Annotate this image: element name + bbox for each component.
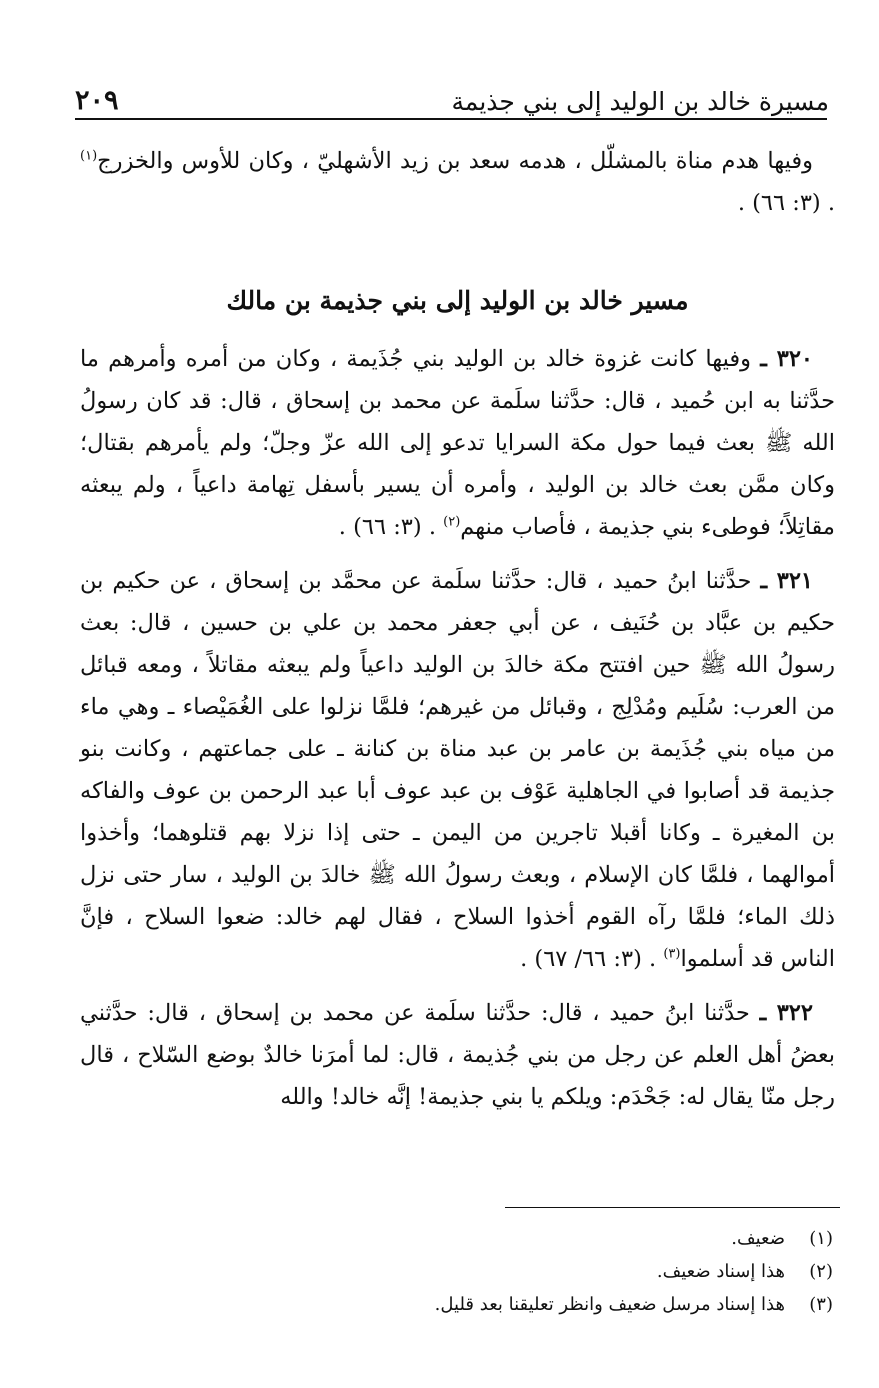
paragraph-text: وفيها كانت غزوة خالد بن الوليد بني جُذَيمة ، وكان من أمره وأمرهم ما حدَّثنا به ابن حُميد ، قال: حدَّثنا سلَمة عن محمد بن إسحاق ، قال: قد كان رسولُ الله ﷺ بعث فيما حول مكة السرايا تدعو إلى الله عزّ وجلّ؛ ولم يأمرهم بقتال؛ وكان ممَّن بعث خالد بن الوليد ، وأمره أن يسير بأسفل تِهامة داعياً ، ولم يبعثه مقاتِلاً؛ فوطىء بني جذيمة ، فأصاب منهم bbox=[80, 346, 835, 540]
footnote-2 bbox=[80, 1255, 833, 1288]
paragraph-citation: . (٣: ٦٦) . bbox=[338, 514, 444, 540]
running-head bbox=[75, 62, 829, 114]
footnote-ref-3[interactable]: (٣) bbox=[663, 946, 681, 962]
footnote-3 bbox=[80, 1288, 833, 1321]
paragraph-number: ٣٢٢ ـ bbox=[759, 1000, 813, 1026]
footnote-text: هذا إسناد ضعيف. bbox=[656, 1261, 785, 1282]
intro-citation: . (٣: ٦٦) . bbox=[737, 190, 835, 216]
footnote-text: ضعيف. bbox=[731, 1228, 785, 1249]
header-rule bbox=[75, 118, 827, 120]
paragraph-number: ٣٢٠ ـ bbox=[760, 346, 813, 372]
footnote-ref-1[interactable]: (١) bbox=[80, 148, 98, 164]
footnote-number: (٢) bbox=[809, 1261, 833, 1282]
intro-text: وفيها هدم مناة بالمشلّل ، هدمه سعد بن زيد الأشهليّ ، وكان للأوس والخزرج bbox=[97, 148, 813, 174]
main-text bbox=[80, 140, 835, 1118]
footnote-text: هذا إسناد مرسل ضعيف وانظر تعليقنا بعد قليل. bbox=[434, 1294, 785, 1315]
paragraph-text: حدَّثنا ابنُ حميد ، قال: حدَّثنا سلَمة عن محمَّد بن إسحاق ، عن حكيم بن حكيم بن عبَّاد بن حُنَيف ، عن أبي جعفر محمد بن علي بن حسين ، قال: بعث رسولُ الله ﷺ حين افتتح مكة خالدَ بن الوليد داعياً ولم يبعثه مقاتلاً ، ومعه قبائل من العرب: سُلَيم ومُدْلِج ، وقبائل من غيرهم؛ فلمَّا نزلوا على الغُمَيْصاء ـ وهي ماء من مياه بني جُذَيمة بن عامر بن عبد مناة بن كنانة ـ على جماعتهم ، وكانت بنو جذيمة قد أصابوا في الجاهلية عَوْف بن عبد عوف أبا عبد الرحمن بن عوف والفاكه بن المغيرة ـ وكانا أقبلا تاجرين من اليمن ـ حتى إذا نزلا بهم قتلوهما؛ وأخذوا أموالهما ، فلمَّا كان الإسلام ، وبعث رسولُ الله ﷺ خالدَ بن الوليد ، سار حتى نزل ذلك الماء؛ فلمَّا رآه القوم أخذوا السلاح ، فقال لهم خالد: ضعوا السلاح ، فإنَّ الناس قد أسلموا bbox=[80, 568, 835, 972]
page-number: ٢٠٩ bbox=[75, 85, 119, 116]
footnotes bbox=[80, 1222, 833, 1321]
footnote-1 bbox=[80, 1222, 833, 1255]
paragraph-number: ٣٢١ ـ bbox=[760, 568, 813, 594]
footnote-number: (٣) bbox=[809, 1294, 833, 1315]
footnote-ref-2[interactable]: (٢) bbox=[443, 514, 461, 530]
section-heading: مسير خالد بن الوليد إلى بني جذيمة بن مالك bbox=[226, 286, 689, 315]
paragraph-text: حدَّثنا ابنُ حميد ، قال: حدَّثنا سلَمة عن محمد بن إسحاق ، قال: حدَّثني بعضُ أهل العلم عن رجل من بني جُذيمة ، قال: لما أمرَنا خالدٌ بوضع السّلاح ، قال رجل منّا يقال له: جَحْدَم: ويلكم يا بني جذيمة! إنَّه خالد! والله bbox=[80, 1000, 835, 1110]
footnote-rule bbox=[505, 1207, 840, 1208]
running-title: مسيرة خالد بن الوليد إلى بني جذيمة bbox=[451, 87, 829, 116]
footnote-number: (١) bbox=[809, 1228, 833, 1249]
paragraph-321 bbox=[80, 560, 835, 980]
paragraph-320 bbox=[80, 338, 835, 548]
paragraph-citation: . (٣: ٦٦/ ٦٧) . bbox=[520, 946, 664, 972]
intro-paragraph bbox=[80, 140, 835, 224]
paragraph-322 bbox=[80, 992, 835, 1118]
